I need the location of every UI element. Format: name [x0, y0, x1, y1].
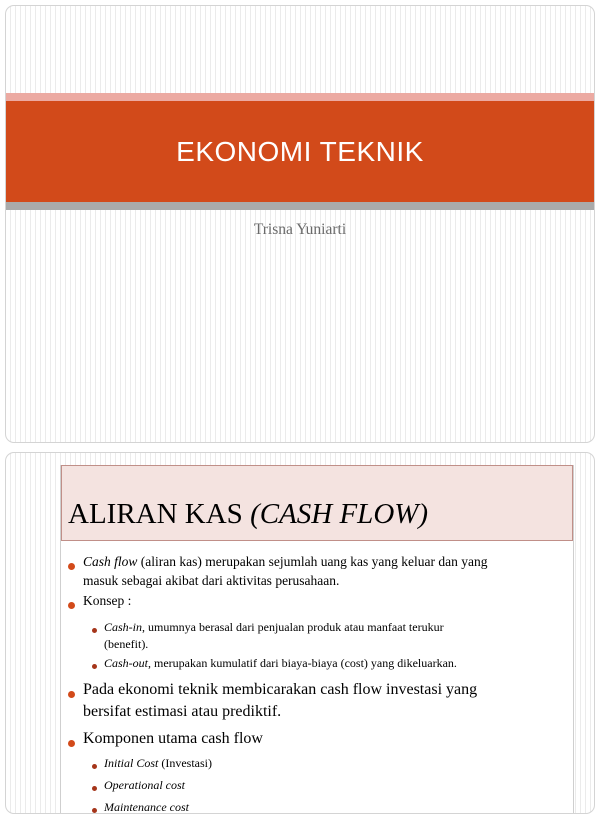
content-title-italic: (CASH FLOW)	[250, 498, 429, 530]
cash-out-definition: , merupakan kumulatif dari biaya-biaya (cost) yang dikeluarkan.	[148, 656, 457, 670]
sub-bullet-icon	[92, 808, 97, 813]
bullet-icon	[68, 602, 75, 609]
sub-item-cash-in-line2: (benefit).	[104, 637, 149, 651]
title-band	[6, 101, 594, 202]
sub-item-initial-cost	[104, 754, 212, 772]
list-item-ekonomi-teknik-line2: bersifat estimasi atau prediktif.	[83, 703, 282, 720]
content-slide	[5, 452, 595, 814]
list-item-komponen: Komponen utama cash flow	[83, 730, 263, 747]
sub-item-maintenance-cost	[104, 798, 189, 814]
list-item-cash-flow-line2: masuk sebagai akibat dari aktivitas perusahaan.	[83, 573, 340, 588]
list-item-konsep: Konsep :	[83, 593, 132, 608]
sub-item-operational-cost	[104, 776, 185, 794]
cash-in-definition: , umumnya berasal dari penjualan produk atau manfaat terukur	[142, 620, 444, 634]
list-item-ekonomi-teknik: Pada ekonomi teknik membicarakan cash flow investasi yang	[83, 681, 478, 698]
title-band-bottom-stripe	[6, 202, 594, 210]
sub-bullet-icon	[92, 786, 97, 791]
title-slide	[5, 5, 595, 443]
cash-out-term: Cash-out	[104, 656, 149, 670]
sub-item-cash-out	[104, 654, 457, 672]
bullet-icon	[68, 691, 75, 698]
sub-bullet-icon	[92, 664, 97, 669]
initial-cost-note: (Investasi)	[158, 756, 212, 770]
sub-bullet-icon	[92, 764, 97, 769]
content-panel	[60, 465, 574, 814]
sub-bullet-icon	[92, 628, 97, 633]
bullet-icon	[68, 740, 75, 747]
list-item-cash-flow	[83, 552, 488, 571]
slide-title: EKONOMI TEKNIK	[176, 135, 424, 167]
maintenance-cost-term: Maintenance cost	[104, 800, 189, 814]
content-title-plain: ALIRAN KAS	[68, 498, 251, 530]
cash-flow-definition: (aliran kas) merupakan sejumlah uang kas yang keluar dan yang	[137, 554, 488, 569]
bullet-icon	[68, 563, 75, 570]
sub-item-cash-in	[104, 618, 444, 636]
content-header	[61, 465, 573, 541]
initial-cost-term: Initial Cost	[104, 756, 159, 770]
title-band-top-stripe	[6, 93, 594, 101]
cash-in-term: Cash-in	[104, 620, 143, 634]
content-title	[68, 498, 428, 531]
slide-author: Trisna Yuniarti	[253, 221, 347, 238]
cash-flow-term: Cash flow	[83, 554, 138, 569]
operational-cost-term: Operational cost	[104, 778, 185, 792]
